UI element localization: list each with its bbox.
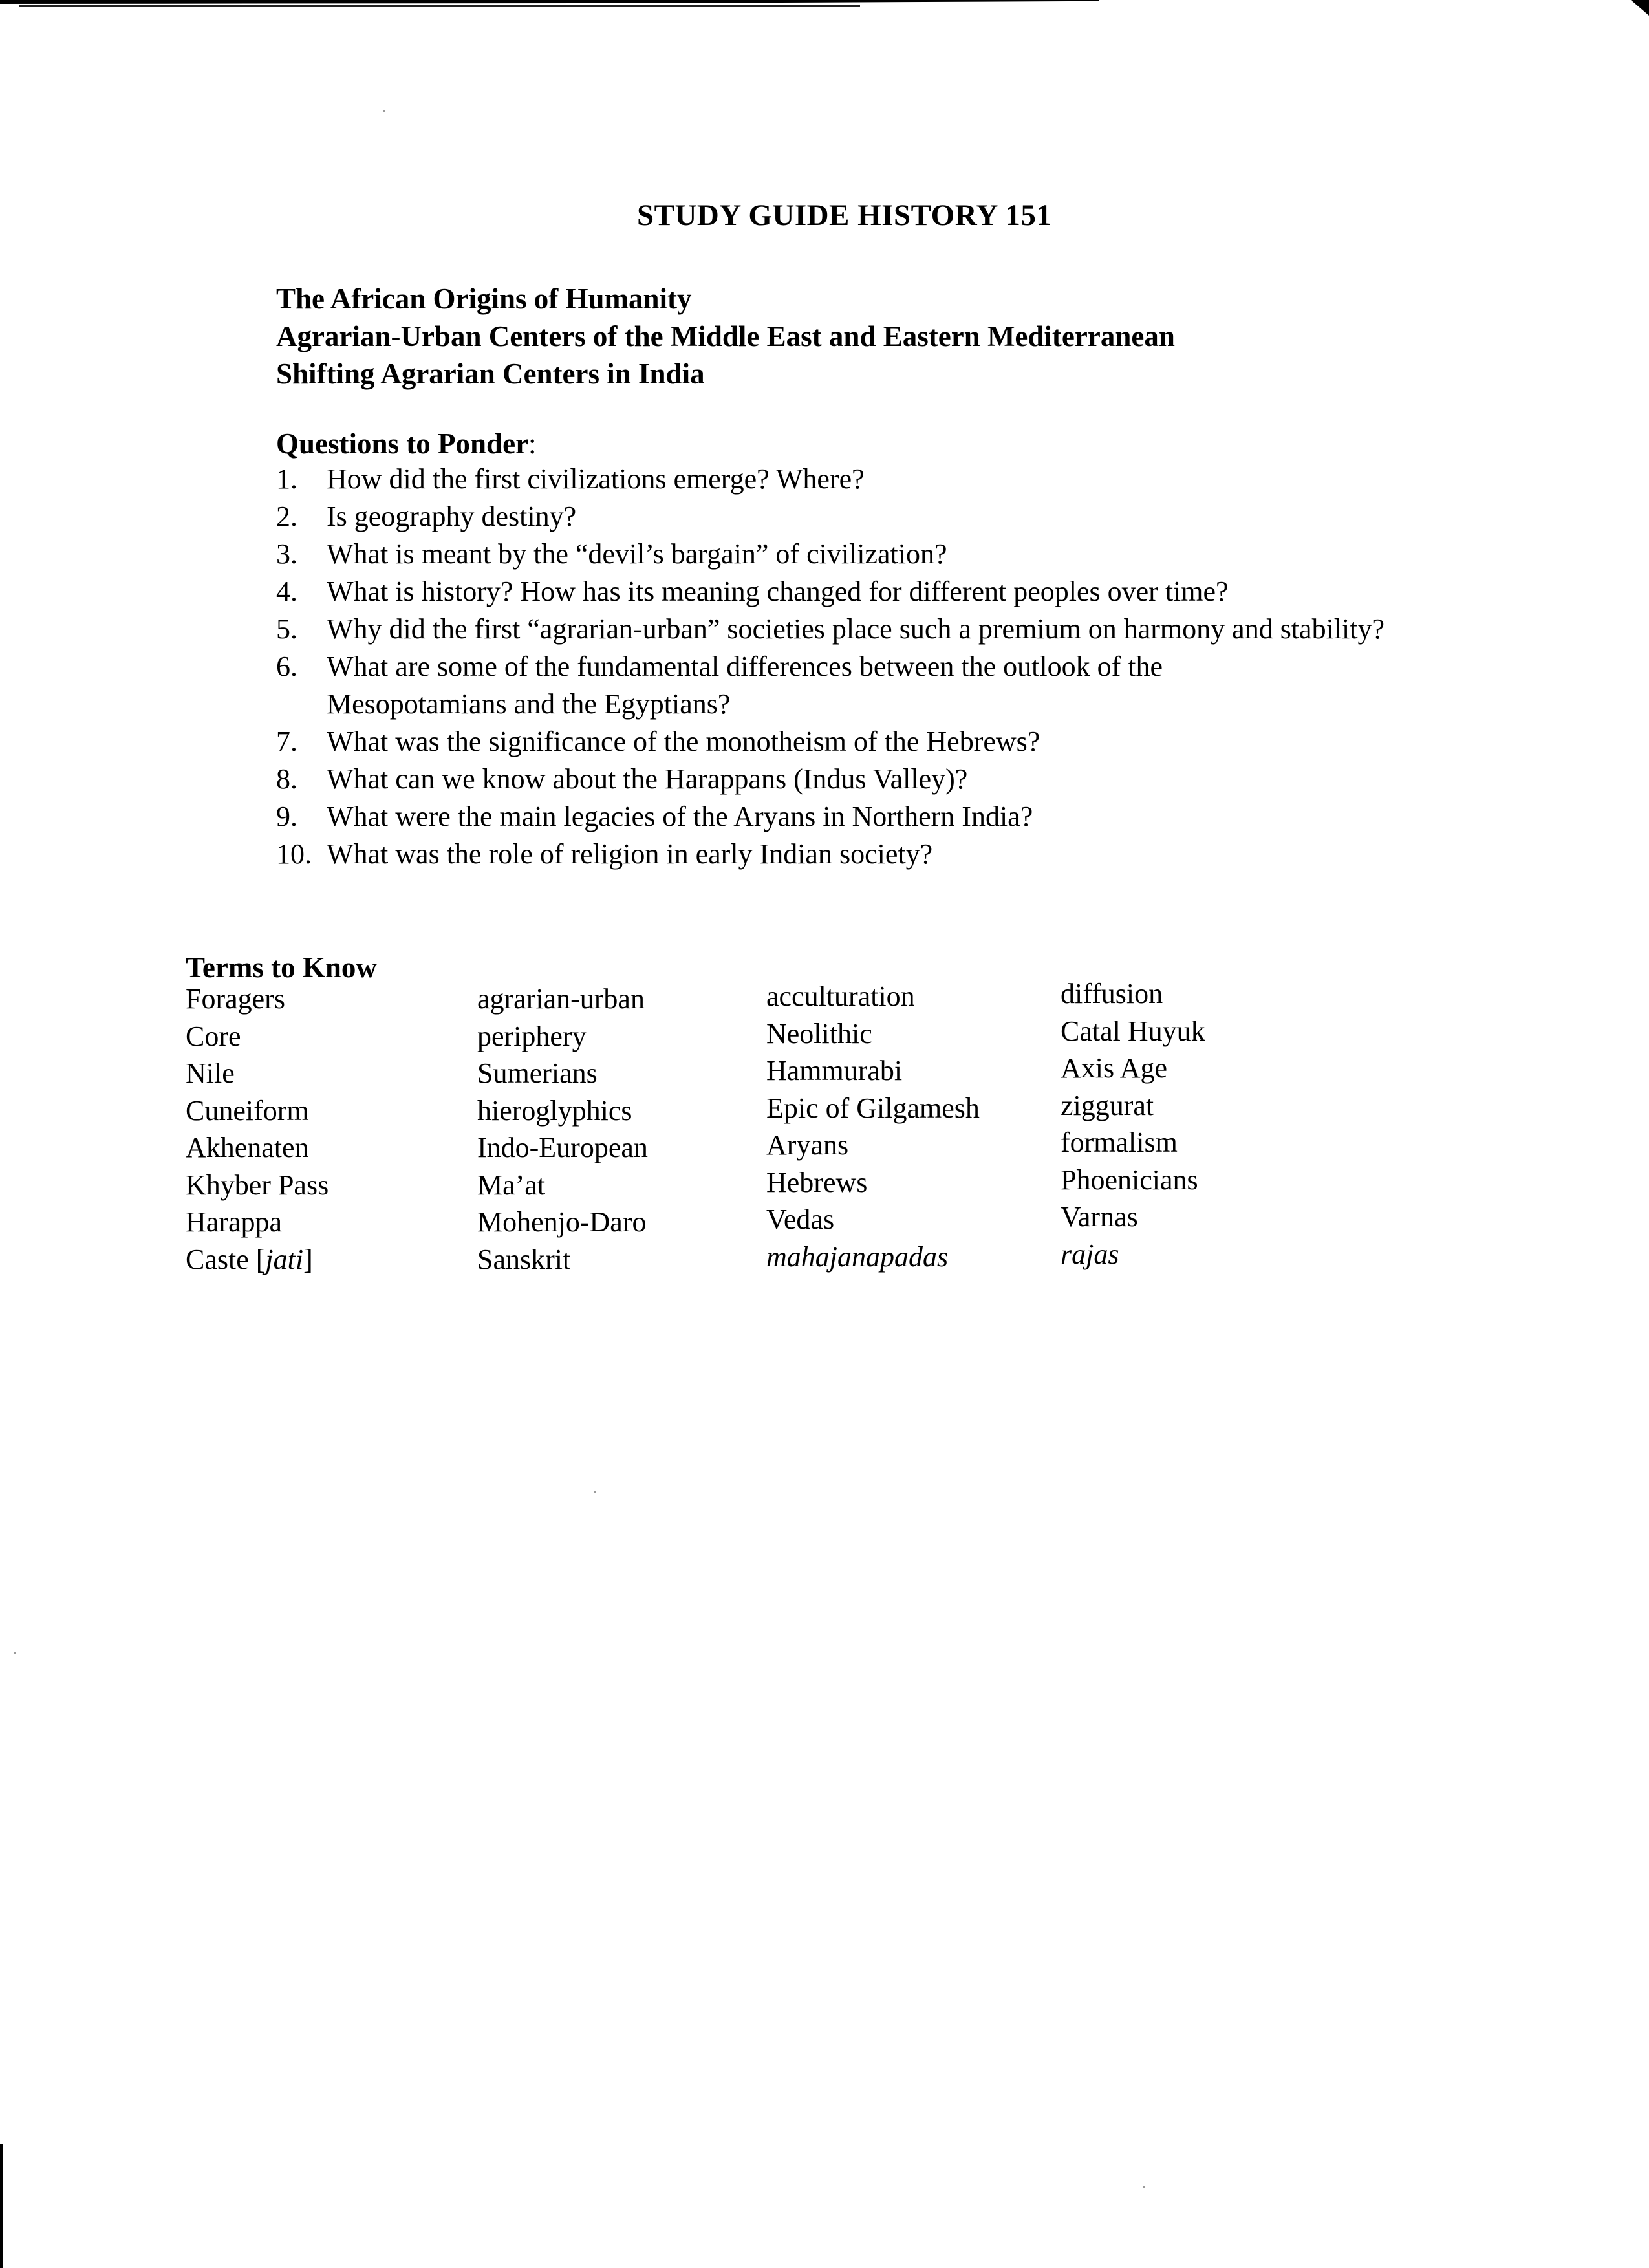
term: acculturation <box>766 980 915 1012</box>
question-text: What can we know about the Harappans (Indus Valley)? <box>327 763 968 795</box>
question-item <box>276 535 1440 573</box>
term-caste-close: ] <box>303 1243 313 1275</box>
question-number: 7. <box>276 726 297 757</box>
scan-speck <box>383 110 385 112</box>
scan-edge-left <box>0 2144 3 2268</box>
term: agrarian-urban <box>477 983 645 1015</box>
scan-edge-top <box>0 0 1099 4</box>
question-number: 3. <box>276 538 297 570</box>
question-number: 1. <box>276 463 297 495</box>
questions-heading <box>276 427 537 460</box>
question-text: Why did the first “agrarian-urban” societies place such a premium on harmony and stability? <box>327 613 1385 645</box>
term: Axis Age <box>1061 1052 1167 1084</box>
question-text: What are some of the fundamental differences between the outlook of the Mesopotamians and the Egyptians? <box>327 651 1163 720</box>
term: ziggurat <box>1061 1089 1154 1121</box>
term-caste-text: Caste [ <box>186 1243 266 1275</box>
question-item <box>276 610 1401 648</box>
question-number: 5. <box>276 613 297 645</box>
term: formalism <box>1061 1127 1178 1158</box>
scan-speck <box>14 1652 16 1654</box>
term: Harappa <box>186 1206 283 1238</box>
question-item <box>276 460 1440 498</box>
term: Aryans <box>766 1129 849 1161</box>
question-item <box>276 498 1440 535</box>
unit-heading: Agrarian-Urban Centers of the Middle East and Eastern Mediterranean <box>276 320 1175 352</box>
term: Hammurabi <box>766 1055 903 1086</box>
term: Ma’at <box>477 1169 546 1201</box>
scan-corner-mark <box>1631 0 1649 16</box>
term: Hebrews <box>766 1166 868 1198</box>
question-item <box>276 573 1440 610</box>
term: Nile <box>186 1057 235 1089</box>
term: mahajanapadas <box>766 1240 949 1273</box>
question-item <box>276 798 1440 836</box>
question-text: What is meant by the “devil’s bargain” of civilization? <box>327 538 947 570</box>
term: Varnas <box>1061 1201 1138 1233</box>
question-item <box>276 648 1311 723</box>
unit-heading: Shifting Agrarian Centers in India <box>276 358 705 390</box>
questions-list <box>276 460 1440 873</box>
document-title: STUDY GUIDE HISTORY 151 <box>637 199 1052 232</box>
scan-speck <box>594 1491 596 1493</box>
question-text: What was the significance of the monotheism of the Hebrews? <box>327 726 1040 757</box>
questions-heading-colon: : <box>528 427 537 460</box>
question-item <box>276 761 1440 798</box>
term-caste-jati: jati <box>265 1243 304 1275</box>
term: hieroglyphics <box>477 1094 632 1127</box>
scan-edge-top-line <box>19 5 860 7</box>
question-number: 2. <box>276 501 297 532</box>
term-caste <box>186 1241 313 1279</box>
term: Sanskrit <box>477 1243 571 1275</box>
term: periphery <box>477 1020 587 1052</box>
term: Khyber Pass <box>186 1169 329 1201</box>
term: Sumerians <box>477 1057 598 1089</box>
question-item <box>276 836 1440 873</box>
term: Mohenjo-Daro <box>477 1206 647 1238</box>
term: Epic of Gilgamesh <box>766 1092 980 1124</box>
question-item <box>276 723 1440 761</box>
term: Cuneiform <box>186 1094 309 1127</box>
term: rajas <box>1061 1238 1119 1270</box>
term: diffusion <box>1061 978 1163 1010</box>
term: Core <box>186 1020 241 1052</box>
term: Catal Huyuk <box>1061 1015 1205 1047</box>
term: Neolithic <box>766 1017 872 1050</box>
unit-heading: The African Origins of Humanity <box>276 283 692 315</box>
questions-heading-text: Questions to Ponder <box>276 427 529 460</box>
terms-heading: Terms to Know <box>186 951 377 984</box>
term: Vedas <box>766 1204 835 1235</box>
question-number: 8. <box>276 763 297 795</box>
term: Foragers <box>186 983 285 1015</box>
term: Phoenicians <box>1061 1163 1198 1196</box>
scan-speck <box>1143 2186 1145 2188</box>
term: Indo-European <box>477 1132 648 1163</box>
question-number: 10. <box>276 838 312 870</box>
question-number: 6. <box>276 651 297 682</box>
question-text: How did the first civilizations emerge? Where? <box>327 463 865 495</box>
question-text: What is history? How has its meaning changed for different peoples over time? <box>327 576 1229 607</box>
unit-headings <box>276 280 1175 393</box>
question-text: What was the role of religion in early Indian society? <box>327 838 933 870</box>
term: Akhenaten <box>186 1132 309 1163</box>
question-text: What were the main legacies of the Aryans in Northern India? <box>327 801 1033 832</box>
question-text: Is geography destiny? <box>327 501 577 532</box>
question-number: 9. <box>276 801 297 832</box>
question-number: 4. <box>276 576 297 607</box>
